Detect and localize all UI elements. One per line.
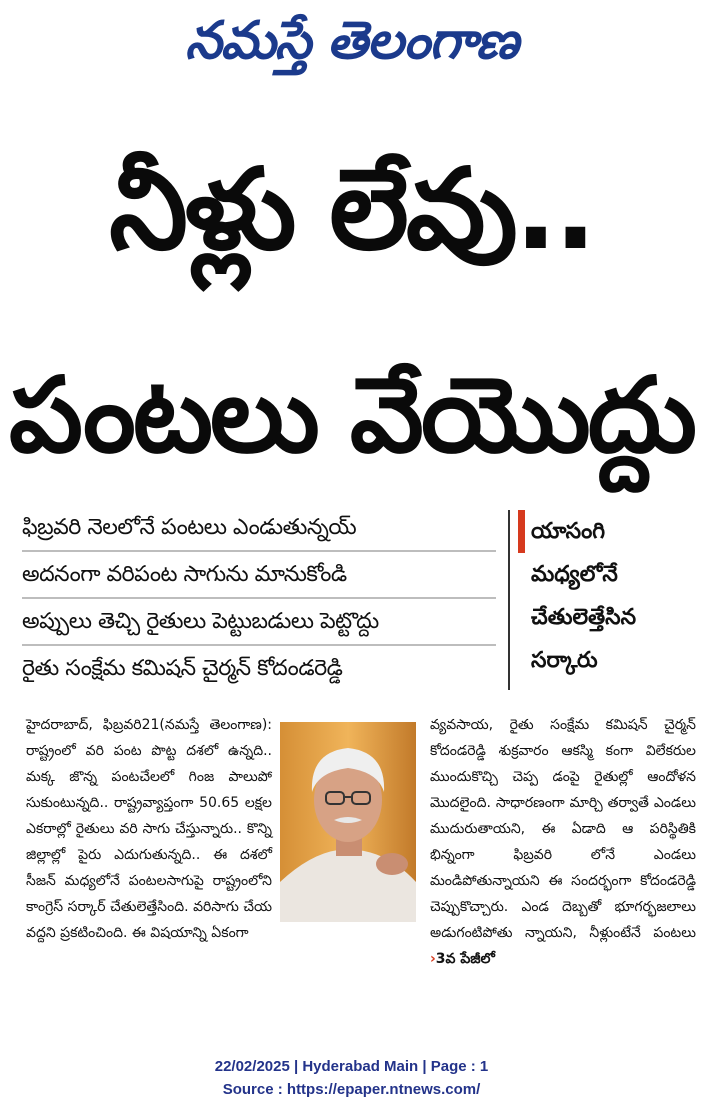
subheadline: అదనంగా వరిపంట సాగును మానుకోండి — [22, 552, 496, 599]
column-divider — [508, 510, 510, 690]
article-column-2 — [430, 712, 696, 972]
article-column-1 — [26, 712, 272, 946]
article-text: హైదరాబాద్, ఫిబ్రవరి21(నమస్తే తెలంగాణ): రాష్ట్రంలో వరి పంట పొట్ట దశలో ఉన్నది.. మక్క జొన్న పంటచేలలో గింజ పాలుపో సుకుంటున్నది.. రాష్ట్రవ్యాప్తంగా 50.65 లక్షల ఎకరాల్లో రైతులు వరి సాగు చేస్తున్నారు.. కొన్ని జిల్లాల్లో పైరు ఎదుగుతున్నది.. ఈ దశలో సీజన్ మధ్యలోనే పంటలసాగుపై రాష్ట్రంలోని కాంగ్రెస్ సర్కార్ చేతులెత్తేసింది. వరిసాగు చేయ వద్దని ప్రకటించింది. ఈ విషయాన్ని ఏకంగా — [26, 717, 272, 941]
masthead-logo: నమస్తే తెలంగాణ — [185, 10, 518, 71]
continued-on-page-link[interactable]: 3వ పేజీలో — [435, 951, 495, 967]
person-photo — [280, 722, 416, 922]
side-kicker — [518, 510, 698, 682]
subheadline: రైతు సంక్షేమ కమిషన్ చైర్మన్ కోదండరెడ్డి — [22, 656, 343, 681]
subheadline: అప్పులు తెచ్చి రైతులు పెట్టుబడులు పెట్టొద్దు — [22, 599, 496, 646]
headline-line-2: పంటలు వేయొద్దు — [9, 354, 694, 476]
headline-line-1: నీళ్లు లేవు.. — [109, 145, 594, 275]
article-text: వ్యవసాయ, రైతు సంక్షేమ కమిషన్ చైర్మన్ కోదండరెడ్డి శుక్రవారం ఆకస్మి కంగా విలేకరుల ముందుకొచ్చి చెప్ప డంపై రైతుల్లో ఆందోళన మొదలైంది. సాధారణంగా మార్చి తర్వాతే ఎండలు ముదురుతాయని, ఈ ఏడాది ఆ పరిస్థితికి భిన్నంగా ఫిబ్రవరి లోనే ఎండలు మండిపోతున్నాయని ఈ సందర్భంగా కోదండరెడ్డి చెప్పుకొచ్చారు. ఎండ దెబ్బతో భూగర్భజలాలు అడుగంటిపోతు న్నాయని, నీళ్లుంటేనే పంటలు — [430, 717, 696, 941]
side-kicker-line: చేతులెత్తేసిన — [531, 605, 637, 630]
side-kicker-line: సర్కారు — [531, 648, 598, 673]
subheadlines — [22, 505, 496, 691]
subheadline: ఫిబ్రవరి నెలలోనే పంటలు ఎండుతున్నయ్ — [22, 505, 496, 552]
continuation-arrow-icon: › — [430, 951, 436, 967]
footer-edition-info: 22/02/2025 | Hyderabad Main | Page : 1 — [214, 1058, 489, 1075]
side-kicker-line: మధ్యలోనే — [531, 562, 618, 587]
footer-source: Source : https://epaper.ntnews.com/ — [222, 1081, 481, 1098]
side-kicker-line: యాసంగి — [518, 510, 698, 553]
